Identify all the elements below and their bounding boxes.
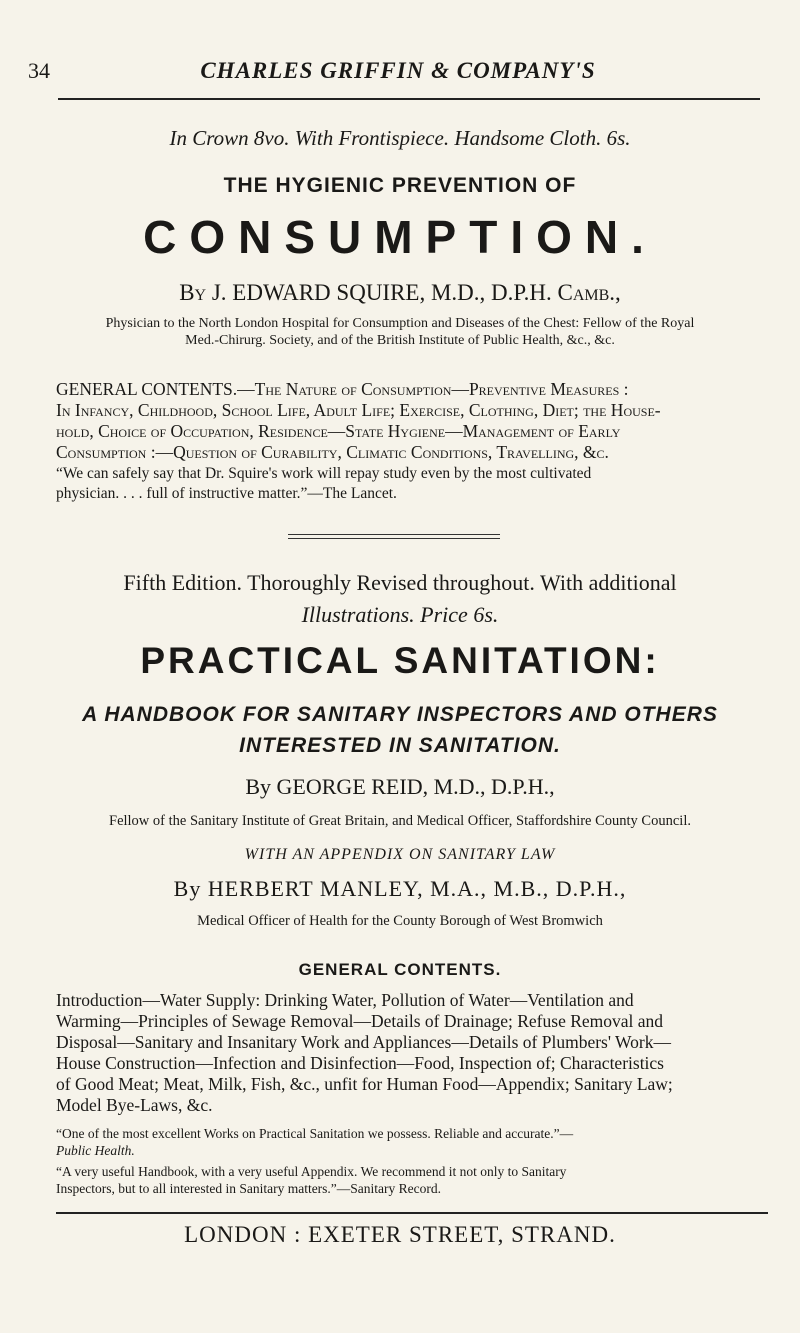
book2-contents-line: Warming—Principles of Sewage Removal—Details of Drainage; Refuse Removal and [56, 1011, 664, 1031]
book2-subtitle-2: INTERESTED IN SANITATION. [239, 734, 561, 757]
book2-appendix-author: By HERBERT MANLEY, M.A., M.B., D.P.H., [173, 876, 627, 901]
book2-review-line: Public Health. [56, 1143, 135, 1158]
book1-contents-line: Consumption :—Question of Curability, Climatic Conditions, Travelling, &c. [56, 442, 609, 462]
book2-contents [56, 990, 766, 1116]
book1-title-large: CONSUMPTION. [143, 211, 657, 263]
book2-edition-line-1: Fifth Edition. Thoroughly Revised throughout. With additional [123, 570, 677, 595]
book1-review-line: physician. . . . full of instructive matter.”—The Lancet. [56, 485, 397, 502]
book1-title-small: THE HYGIENIC PREVENTION OF [223, 174, 577, 197]
book2-author: By GEORGE REID, M.D., D.P.H., [245, 774, 555, 799]
book2-contents-heading: GENERAL CONTENTS. [298, 960, 502, 979]
book2-contents-line: Disposal—Sanitary and Insanitary Work and Appliances—Details of Plumbers' Work— [56, 1032, 672, 1052]
book1-author-desc-2: Med.-Chirurg. Society, and of the British Institute of Public Health, &c., &c. [185, 333, 615, 348]
book1-contents [56, 379, 766, 463]
book1-contents-line: In Infancy, Childhood, School Life, Adult Life; Exercise, Clothing, Diet; the House- [56, 400, 661, 420]
book1-review [56, 464, 766, 504]
footer-imprint: LONDON : EXETER STREET, STRAND. [184, 1222, 616, 1247]
page-number: 34 [28, 58, 50, 83]
book2-review-line: “One of the most excellent Works on Practical Sanitation we possess. Reliable and accurate.”— [56, 1126, 574, 1141]
book2-reviews [56, 1125, 766, 1197]
book2-author-desc: Fellow of the Sanitary Institute of Great Britain, and Medical Officer, Staffordshire County Council. [109, 813, 691, 829]
book2-appendix: WITH AN APPENDIX ON SANITARY LAW [244, 846, 556, 863]
book1-contents-line: GENERAL CONTENTS.—The Nature of Consumption—Preventive Measures : [56, 379, 629, 399]
section-divider [288, 538, 500, 539]
book2-edition-line-2: Illustrations. Price 6s. [301, 602, 499, 627]
book2-title: PRACTICAL SANITATION: [140, 640, 660, 681]
page-header [28, 58, 768, 86]
book1-review-line: “We can safely say that Dr. Squire's work will repay study even by the most cultivated [56, 465, 592, 482]
book2-review-line: Inspectors, but to all interested in Sanitary matters.”—Sanitary Record. [56, 1181, 442, 1196]
section-divider [288, 534, 500, 535]
book2-subtitle-1: A HANDBOOK FOR SANITARY INSPECTORS AND OTHERS [82, 703, 718, 726]
book2-contents-line: Introduction—Water Supply: Drinking Water, Pollution of Water—Ventilation and [56, 990, 634, 1010]
book2-appendix-author-desc: Medical Officer of Health for the County Borough of West Bromwich [197, 913, 603, 929]
book1-author-desc-1: Physician to the North London Hospital for Consumption and Diseases of the Chest: Fellow of the Royal [105, 316, 695, 331]
footer-rule [56, 1212, 768, 1214]
book2-review-line: “A very useful Handbook, with a very useful Appendix. We recommend it not only to Sanitary [56, 1164, 567, 1179]
book1-format-line: In Crown 8vo. With Frontispiece. Handsome Cloth. 6s. [169, 126, 631, 150]
book1-contents-line: hold, Choice of Occupation, Residence—State Hygiene—Management of Early [56, 421, 621, 441]
header-rule [58, 98, 760, 100]
book2-contents-line: of Good Meat; Meat, Milk, Fish, &c., unfit for Human Food—Appendix; Sanitary Law; [56, 1074, 673, 1094]
book2-contents-line: Model Bye-Laws, &c. [56, 1095, 213, 1115]
book1-author: By J. EDWARD SQUIRE, M.D., D.P.H. Camb., [179, 280, 621, 305]
running-title: CHARLES GRIFFIN & COMPANY'S [200, 58, 596, 83]
book2-contents-line: House Construction—Infection and Disinfection—Food, Inspection of; Characteristics [56, 1053, 664, 1073]
